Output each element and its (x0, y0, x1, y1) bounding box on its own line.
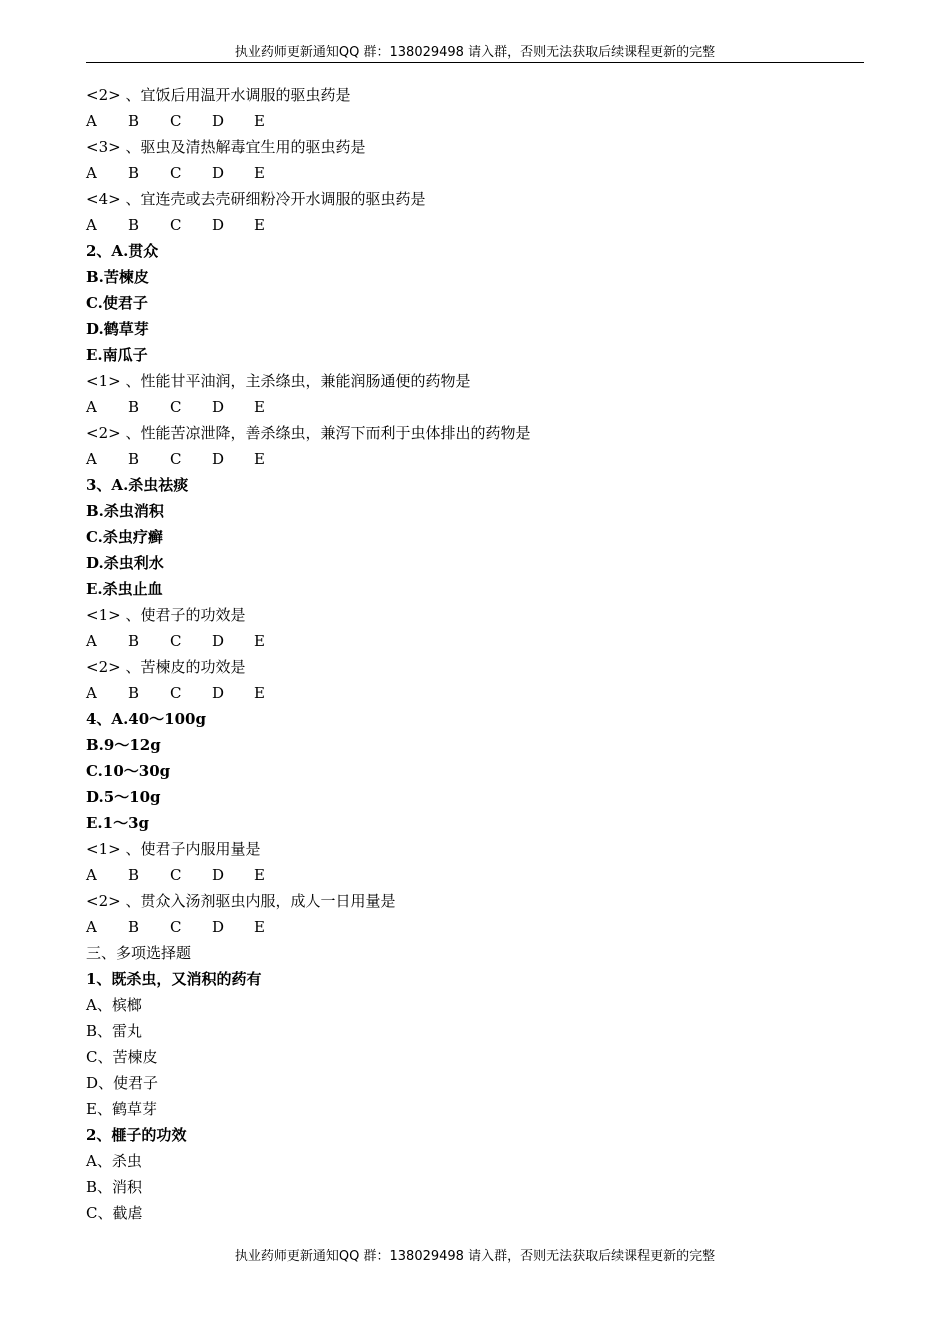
text-line: <2> 、性能苦凉泄降，善杀绦虫，兼泻下而利于虫体排出的药物是 (86, 424, 531, 442)
text-line: <1> 、使君子内服用量是 (86, 840, 261, 858)
answer-option-letter: B (128, 918, 140, 936)
question-item: E.1～3g (86, 814, 150, 832)
text-line: E、鹤草芽 (86, 1100, 157, 1118)
header-suffix: 请入群，否则无法获取后续课程更新的完整 (463, 45, 716, 60)
answer-options-row (86, 446, 864, 472)
answer-option-letter: C (170, 164, 182, 182)
answer-option-letter: B (128, 112, 140, 130)
answer-option-letter: E (254, 164, 265, 182)
question-item: 4、A.40～100g (86, 710, 206, 728)
answer-option-letter: C (170, 866, 182, 884)
answer-option-letter: A (86, 164, 97, 182)
text-line: A、槟榔 (86, 996, 142, 1014)
answer-option-letter: B (128, 684, 140, 702)
answer-option-letter: D (212, 112, 225, 130)
answer-option-letter: E (254, 918, 265, 936)
answer-option-letter: A (86, 632, 97, 650)
question-item: B.杀虫消积 (86, 502, 164, 520)
header-group: 群： (359, 45, 390, 60)
question-item: 2、榧子的功效 (86, 1126, 187, 1144)
answer-option-letter: D (212, 164, 225, 182)
answer-option-letter: C (170, 632, 182, 650)
question-item: C.10～30g (86, 762, 171, 780)
answer-option-letter: D (212, 216, 225, 234)
answer-option-letter: E (254, 112, 265, 130)
question-item: B.9～12g (86, 736, 161, 754)
answer-option-letter: C (170, 684, 182, 702)
question-item: 2、A.贯众 (86, 242, 159, 260)
answer-option-letter: D (212, 632, 225, 650)
header-qq-label: QQ (338, 45, 360, 60)
text-line: B、消积 (86, 1178, 143, 1196)
text-line: D、使君子 (86, 1074, 159, 1092)
text-line: 三、多项选择题 (86, 944, 192, 962)
answer-option-letter: C (170, 216, 182, 234)
answer-option-letter: A (86, 684, 97, 702)
answer-options-row (86, 160, 864, 186)
question-item: D.5～10g (86, 788, 161, 806)
answer-options-row (86, 628, 864, 654)
text-line: <2> 、贯众入汤剂驱虫内服，成人一日用量是 (86, 892, 396, 910)
question-item: E.南瓜子 (86, 346, 148, 364)
answer-option-letter: E (254, 450, 265, 468)
question-item: C.杀虫疗癣 (86, 528, 163, 546)
question-item: 3、A.杀虫祛痰 (86, 476, 189, 494)
answer-option-letter: C (170, 112, 182, 130)
answer-option-letter: A (86, 450, 97, 468)
answer-option-letter: D (212, 684, 225, 702)
answer-option-letter: E (254, 632, 265, 650)
footer-qq-number: 138029498 (389, 1249, 464, 1264)
answer-options-row (86, 680, 864, 706)
answer-option-letter: A (86, 216, 97, 234)
answer-option-letter: D (212, 866, 225, 884)
answer-option-letter: C (170, 398, 182, 416)
answer-option-letter: B (128, 216, 140, 234)
footer-group: 群： (359, 1249, 390, 1264)
text-line: <2> 、苦楝皮的功效是 (86, 658, 246, 676)
answer-option-letter: B (128, 866, 140, 884)
answer-option-letter: B (128, 164, 140, 182)
header-prefix: 执业药师更新通知 (234, 45, 339, 60)
answer-options-row (86, 862, 864, 888)
answer-options-row (86, 914, 864, 940)
question-item: E.杀虫止血 (86, 580, 163, 598)
text-line: <4> 、宜连壳或去壳研细粉冷开水调服的驱虫药是 (86, 190, 426, 208)
answer-option-letter: E (254, 216, 265, 234)
text-line: C、截虐 (86, 1204, 143, 1222)
answer-option-letter: E (254, 866, 265, 884)
answer-option-letter: D (212, 918, 225, 936)
footer-qq-label: QQ (338, 1249, 360, 1264)
answer-option-letter: A (86, 866, 97, 884)
answer-option-letter: A (86, 918, 97, 936)
answer-option-letter: C (170, 918, 182, 936)
answer-option-letter: E (254, 398, 265, 416)
text-line: <1> 、性能甘平油润，主杀绦虫，兼能润肠通便的药物是 (86, 372, 471, 390)
text-line: A、杀虫 (86, 1152, 142, 1170)
footer-prefix: 执业药师更新通知 (234, 1249, 339, 1264)
footer-suffix: 请入群，否则无法获取后续课程更新的完整 (463, 1249, 716, 1264)
answer-option-letter: A (86, 112, 97, 130)
answer-options-row (86, 394, 864, 420)
answer-option-letter: E (254, 684, 265, 702)
text-line: <2> 、宜饭后用温开水调服的驱虫药是 (86, 86, 351, 104)
question-item: 1、既杀虫，又消积的药有 (86, 970, 262, 988)
answer-option-letter: B (128, 398, 140, 416)
header-qq-number: 138029498 (389, 45, 464, 60)
answer-option-letter: C (170, 450, 182, 468)
answer-option-letter: D (212, 450, 225, 468)
question-item: D.鹤草芽 (86, 320, 149, 338)
text-line: B、雷丸 (86, 1022, 143, 1040)
answer-option-letter: B (128, 632, 140, 650)
page-header (86, 44, 864, 63)
answer-option-letter: B (128, 450, 140, 468)
question-item: C.使君子 (86, 294, 148, 312)
text-line: <3> 、驱虫及清热解毒宜生用的驱虫药是 (86, 138, 366, 156)
answer-option-letter: A (86, 398, 97, 416)
question-item: B.苦楝皮 (86, 268, 149, 286)
text-line: <1> 、使君子的功效是 (86, 606, 246, 624)
question-content (86, 82, 864, 1226)
answer-options-row (86, 212, 864, 238)
answer-options-row (86, 108, 864, 134)
page-footer (86, 1248, 864, 1266)
question-item: D.杀虫利水 (86, 554, 164, 572)
answer-option-letter: D (212, 398, 225, 416)
text-line: C、苦楝皮 (86, 1048, 158, 1066)
